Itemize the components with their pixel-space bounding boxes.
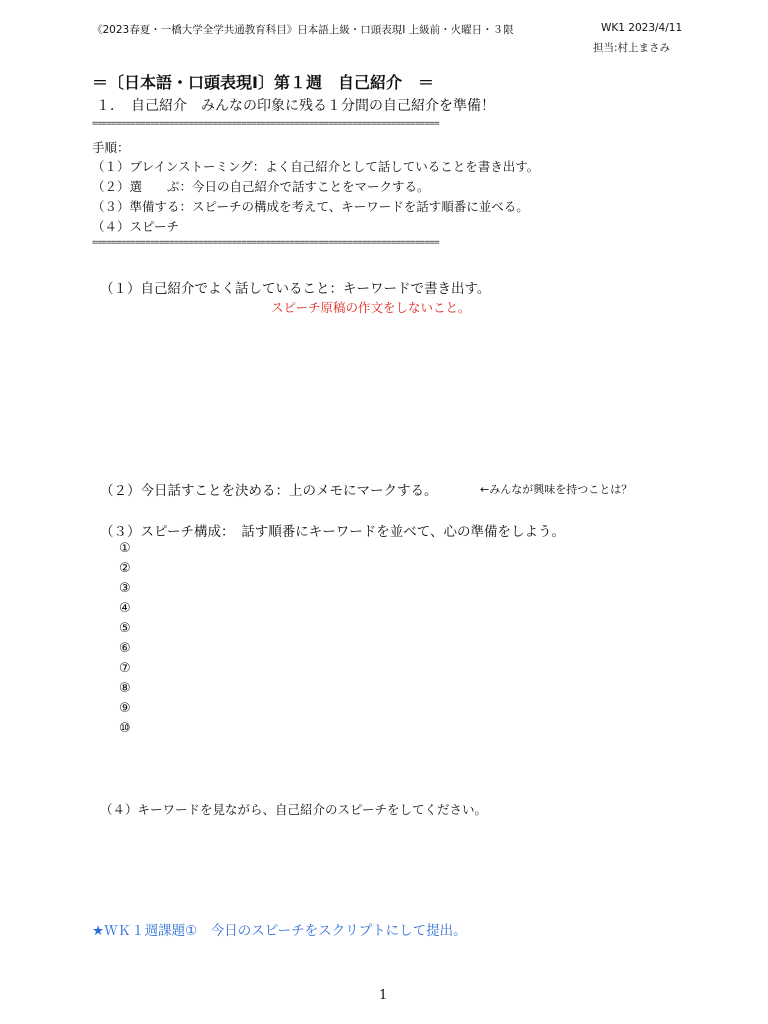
list-item: ② [119, 561, 131, 576]
teacher-name: 担当:村上まさみ [593, 42, 671, 54]
page-number: 1 [379, 988, 388, 1003]
list-item: ① [119, 541, 131, 556]
list-item: ③ [119, 581, 131, 596]
separator-bottom: ======================================================================== [92, 238, 439, 248]
assignment-note: ★ＷＫ１週課題① 今日のスピーチをスクリプトにして提出。 [92, 923, 467, 939]
section1-note: スピーチ原稿の作文をしないこと。 [271, 300, 471, 315]
section2-hint: ←みんなが興味を持つことは？ [480, 483, 633, 496]
procedure-heading: 手順： [92, 140, 130, 155]
list-item: ④ [119, 601, 131, 616]
list-item: ⑩ [119, 721, 131, 736]
section4-label: （４）キーワードを見ながら、自己紹介のスピーチをしてください。 [100, 802, 488, 817]
list-item: ⑥ [119, 641, 131, 656]
list-item: ⑤ [119, 621, 131, 636]
section1-label: （１）自己紹介でよく話していること：キーワードで書き出す。 [100, 281, 491, 297]
course-header: 《2023春夏・一橋大学全学共通教育科目》日本語上級・口頭表現Ⅰ 上級前・火曜日・３限 [92, 24, 514, 36]
procedure-step: （１）ブレインストーミング：よく自己紹介として話していることを書き出す。 [92, 159, 540, 174]
procedure-step: （２）選 ぶ：今日の自己紹介で話すことをマークする。 [92, 179, 430, 194]
section3-label: （３）スピーチ構成： 話す順番にキーワードを並べて、心の準備をしよう。 [100, 524, 565, 540]
page-title: ＝〔日本語・口頭表現Ⅰ〕第１週 自己紹介 ＝ [92, 73, 434, 92]
list-item: ⑦ [119, 661, 131, 676]
procedure-step: （４）スピーチ [92, 219, 180, 234]
separator-top: ======================================================================== [92, 119, 439, 129]
section2-label: （２）今日話すことを決める：上のメモにマークする。 [100, 483, 438, 499]
list-item: ⑧ [119, 681, 131, 696]
page-subtitle: １． 自己紹介 みんなの印象に残る１分間の自己紹介を準備！ [96, 98, 495, 114]
list-item: ⑨ [119, 701, 131, 716]
week-date: WK1 2023/4/11 [601, 22, 683, 34]
procedure-step: （３）準備する：スピーチの構成を考えて、キーワードを話す順番に並べる。 [92, 199, 529, 214]
